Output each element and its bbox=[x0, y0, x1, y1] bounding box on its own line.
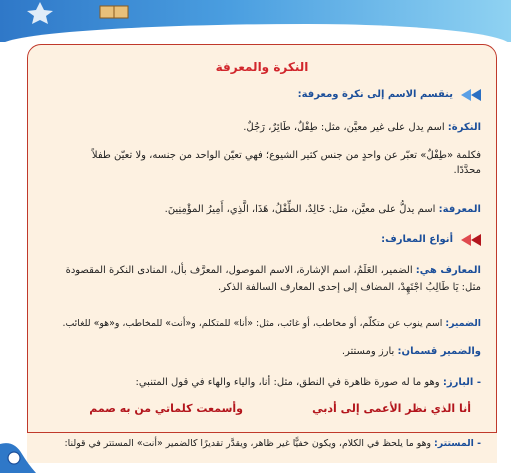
red-arrow-bullet-icon bbox=[459, 234, 481, 246]
damir-types-term: والضمير قسمان: bbox=[397, 346, 481, 357]
maarif-line-2: مثل: يَا طَالِبُ اجْتَهِدْ، المضاف إلى إحدى المعارف السالفة الذكر. bbox=[217, 282, 481, 293]
maarif-term: المعارف هي: bbox=[415, 265, 481, 276]
maarif-def-1: الضمير، العَلَمُ، اسم الإشارة، الاسم الموصول، المعرَّف بأل، المنادى النكرة المقصودة bbox=[65, 265, 413, 276]
barez-def: وهو ما له صورة ظاهرة في النطق، مثل: أنا، والياء والهاء في قول المتنبي: bbox=[135, 377, 440, 388]
maarif-line-1 bbox=[66, 264, 481, 278]
damir-types bbox=[342, 345, 481, 359]
marifa-term: المعرفة: bbox=[438, 204, 481, 215]
damir-types-def: بارز ومستتر. bbox=[341, 346, 395, 357]
mustatir-def: وهو ما يلحظ في الكلام، ويكون خفيًّا غير ظاهر، ويقدَّر تقديرًا كالضمير «أنت» المستتر في قولنا: bbox=[64, 438, 432, 449]
poem-first-hemistich: أنا الذي نظر الأعمى إلى أدبي bbox=[312, 402, 471, 415]
barez-term: - البارز: bbox=[442, 377, 481, 388]
damir-term: الضمير: bbox=[445, 318, 481, 329]
book-icon bbox=[98, 2, 130, 20]
damir-def: اسم ينوب عن متكلّم، أو مخاطب، أو غائب، مثل: «أنا» للمتكلم، و«أنت» للمخاطب، و«هو» للغائب. bbox=[62, 318, 443, 329]
nakira-def: اسم يدل على غير معيَّن، مثل: طِفْلٌ، طَائِرٌ، رَجُلٌ. bbox=[243, 122, 445, 133]
nakira-definition bbox=[243, 121, 481, 135]
nakira-term: النكرة: bbox=[447, 122, 481, 133]
star-icon bbox=[20, 0, 60, 26]
types-heading: أنواع المعارف: bbox=[381, 234, 453, 245]
marifa-definition bbox=[165, 203, 481, 217]
page-corner-decoration bbox=[0, 430, 36, 473]
barez-definition bbox=[135, 376, 481, 390]
mustatir-definition bbox=[65, 437, 481, 451]
intro-heading: ينقسم الاسم إلى نكرة ومعرفة: bbox=[297, 89, 453, 100]
poem-second-hemistich: وأسمعت كلماتي من به صمم bbox=[89, 402, 243, 415]
example-line-2: محدَّدًا. bbox=[453, 165, 481, 176]
page-title: النكرة والمعرفة bbox=[215, 60, 309, 74]
mustatir-term: - المستتر: bbox=[434, 438, 481, 449]
content-frame bbox=[27, 44, 497, 458]
damir-definition bbox=[62, 317, 481, 331]
marifa-def: اسم يدلُّ على معيَّن، مثل: خَالِدٌ، الطِّفْلُ، هَذَا، الَّذِي، أَمِيرُ المؤْمِنِينَ. bbox=[164, 204, 436, 215]
example-line-1: فكلمة «طِفْلٌ» تعبّر عن واحدٍ من جنس كثير الشيوع؛ فهي تعيّن الواحد من جنسه، ولا تعيّن طفلاً bbox=[91, 150, 481, 161]
blue-arrow-bullet-icon bbox=[459, 89, 481, 101]
